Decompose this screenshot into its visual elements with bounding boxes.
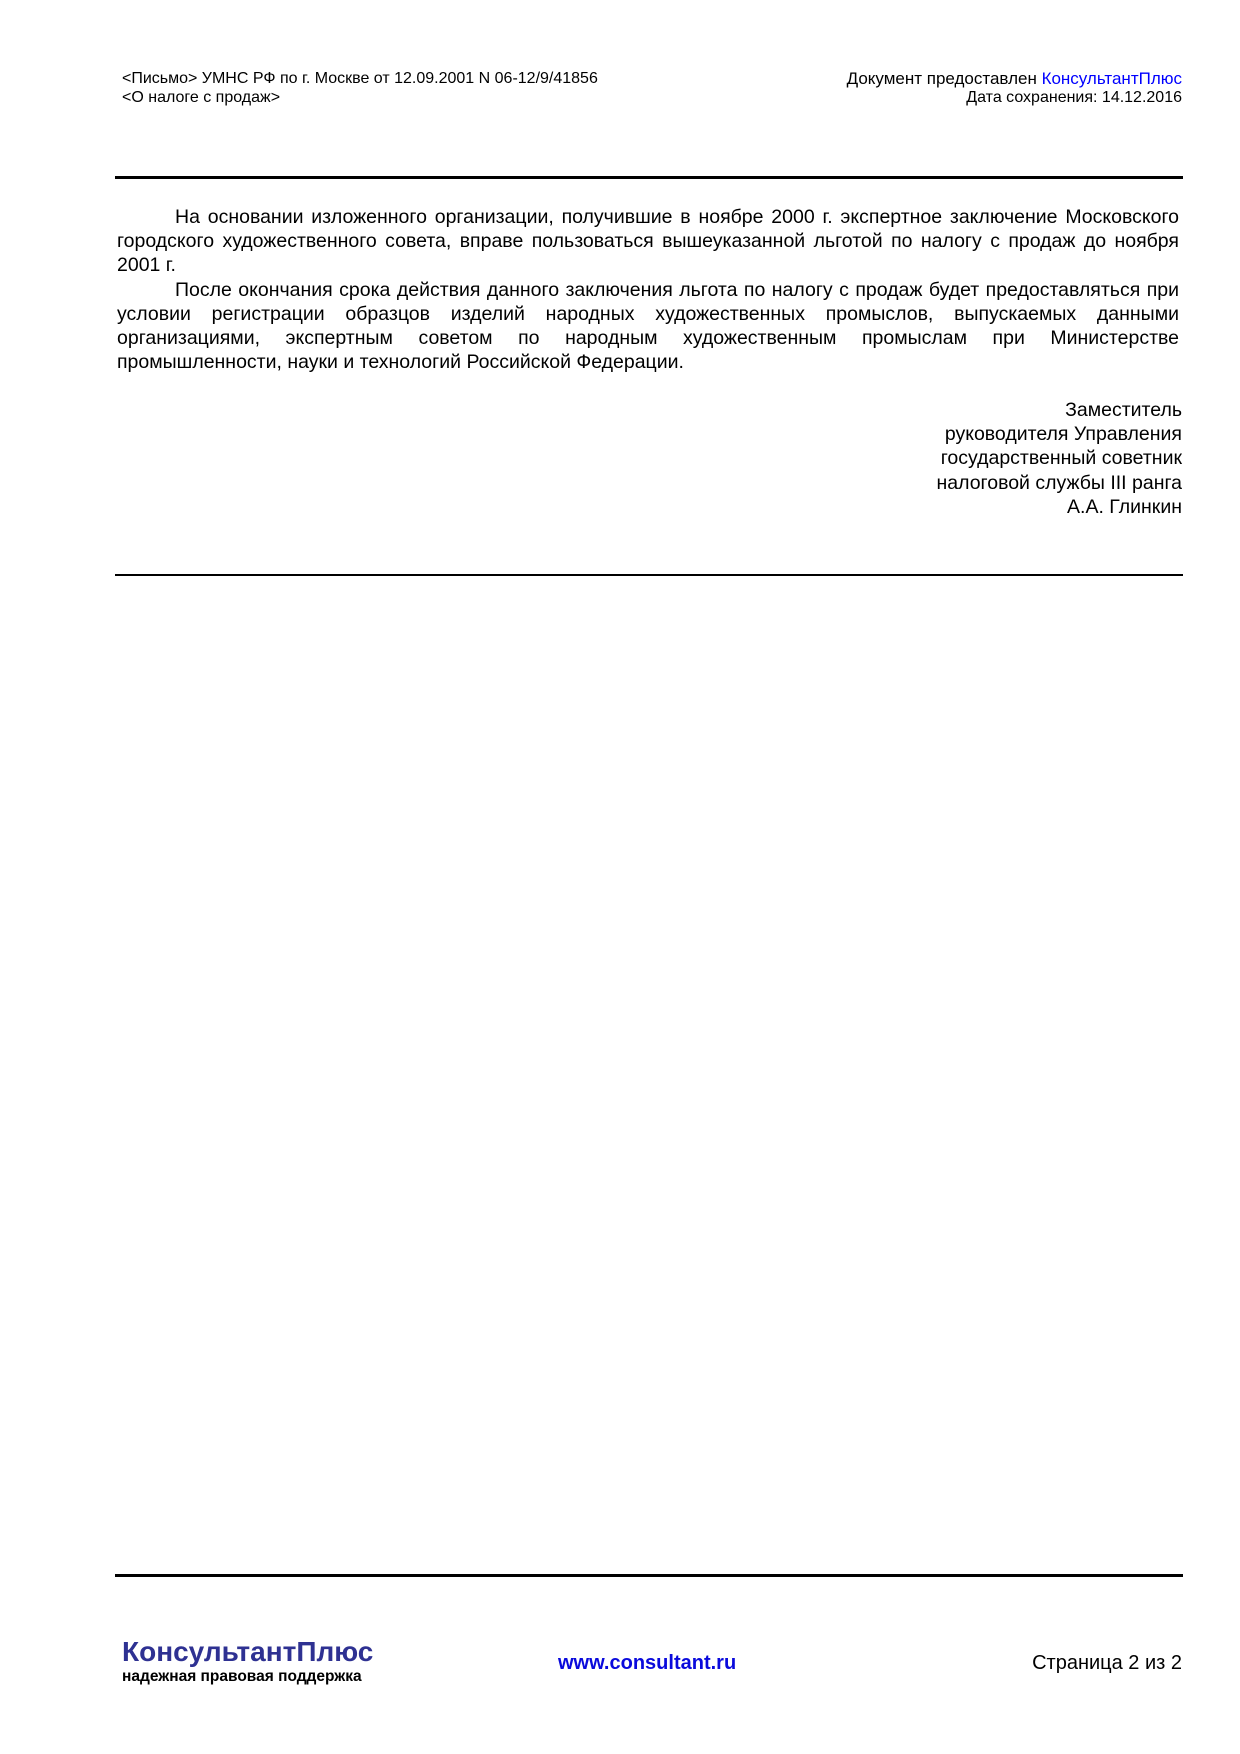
header-divider (115, 176, 1183, 179)
signature-line: государственный советник (940, 447, 1182, 470)
document-header-title (122, 69, 598, 107)
provided-by-brand-link[interactable]: КонсультантПлюс (1041, 69, 1182, 88)
doc-title-line1: <Письмо> УМНС РФ по г. Москве от 12.09.2001 N 06-12/9/41856 (122, 70, 598, 87)
document-header-meta (847, 69, 1182, 107)
signature-line: налоговой службы III ранга (936, 471, 1182, 494)
doc-title-line2: <О налоге с продаж> (122, 89, 281, 106)
page-number: Страница 2 из 2 (1032, 1652, 1182, 1674)
signature-name: А.А. Глинкин (1067, 495, 1182, 518)
provided-by-label: Документ предоставлен (846, 69, 1042, 88)
footer-logo (122, 1637, 373, 1687)
signature-line: Заместитель (1065, 399, 1182, 421)
website-link[interactable]: www.consultant.ru (558, 1652, 737, 1674)
save-date: Дата сохранения: 14.12.2016 (966, 89, 1182, 106)
paragraph: После окончания срока действия данного заключения льгота по налогу с продаж будет предоставляться при условии регистрации образцов изделий народных художественных промыслов, выпускаемых данными организациями, экспертным советом по народным художественным промыслам при Министерстве промышленности, науки и технологий Российской Федерации. (117, 278, 1179, 374)
document-body (117, 205, 1179, 374)
paragraph: На основании изложенного организации, получившие в ноябре 2000 г. экспертное заключение Московского городского художественного совета, вправе пользоваться вышеуказанной льготой по налогу с продаж до ноября 2001 г. (117, 206, 1179, 277)
signature-block (936, 398, 1182, 519)
consultant-logo-text: КонсультантПлюс (122, 1636, 374, 1667)
signature-line: руководителя Управления (944, 423, 1182, 446)
content-end-divider (115, 574, 1183, 576)
footer-divider (115, 1574, 1183, 1577)
logo-tagline: надежная правовая поддержка (122, 1668, 362, 1685)
